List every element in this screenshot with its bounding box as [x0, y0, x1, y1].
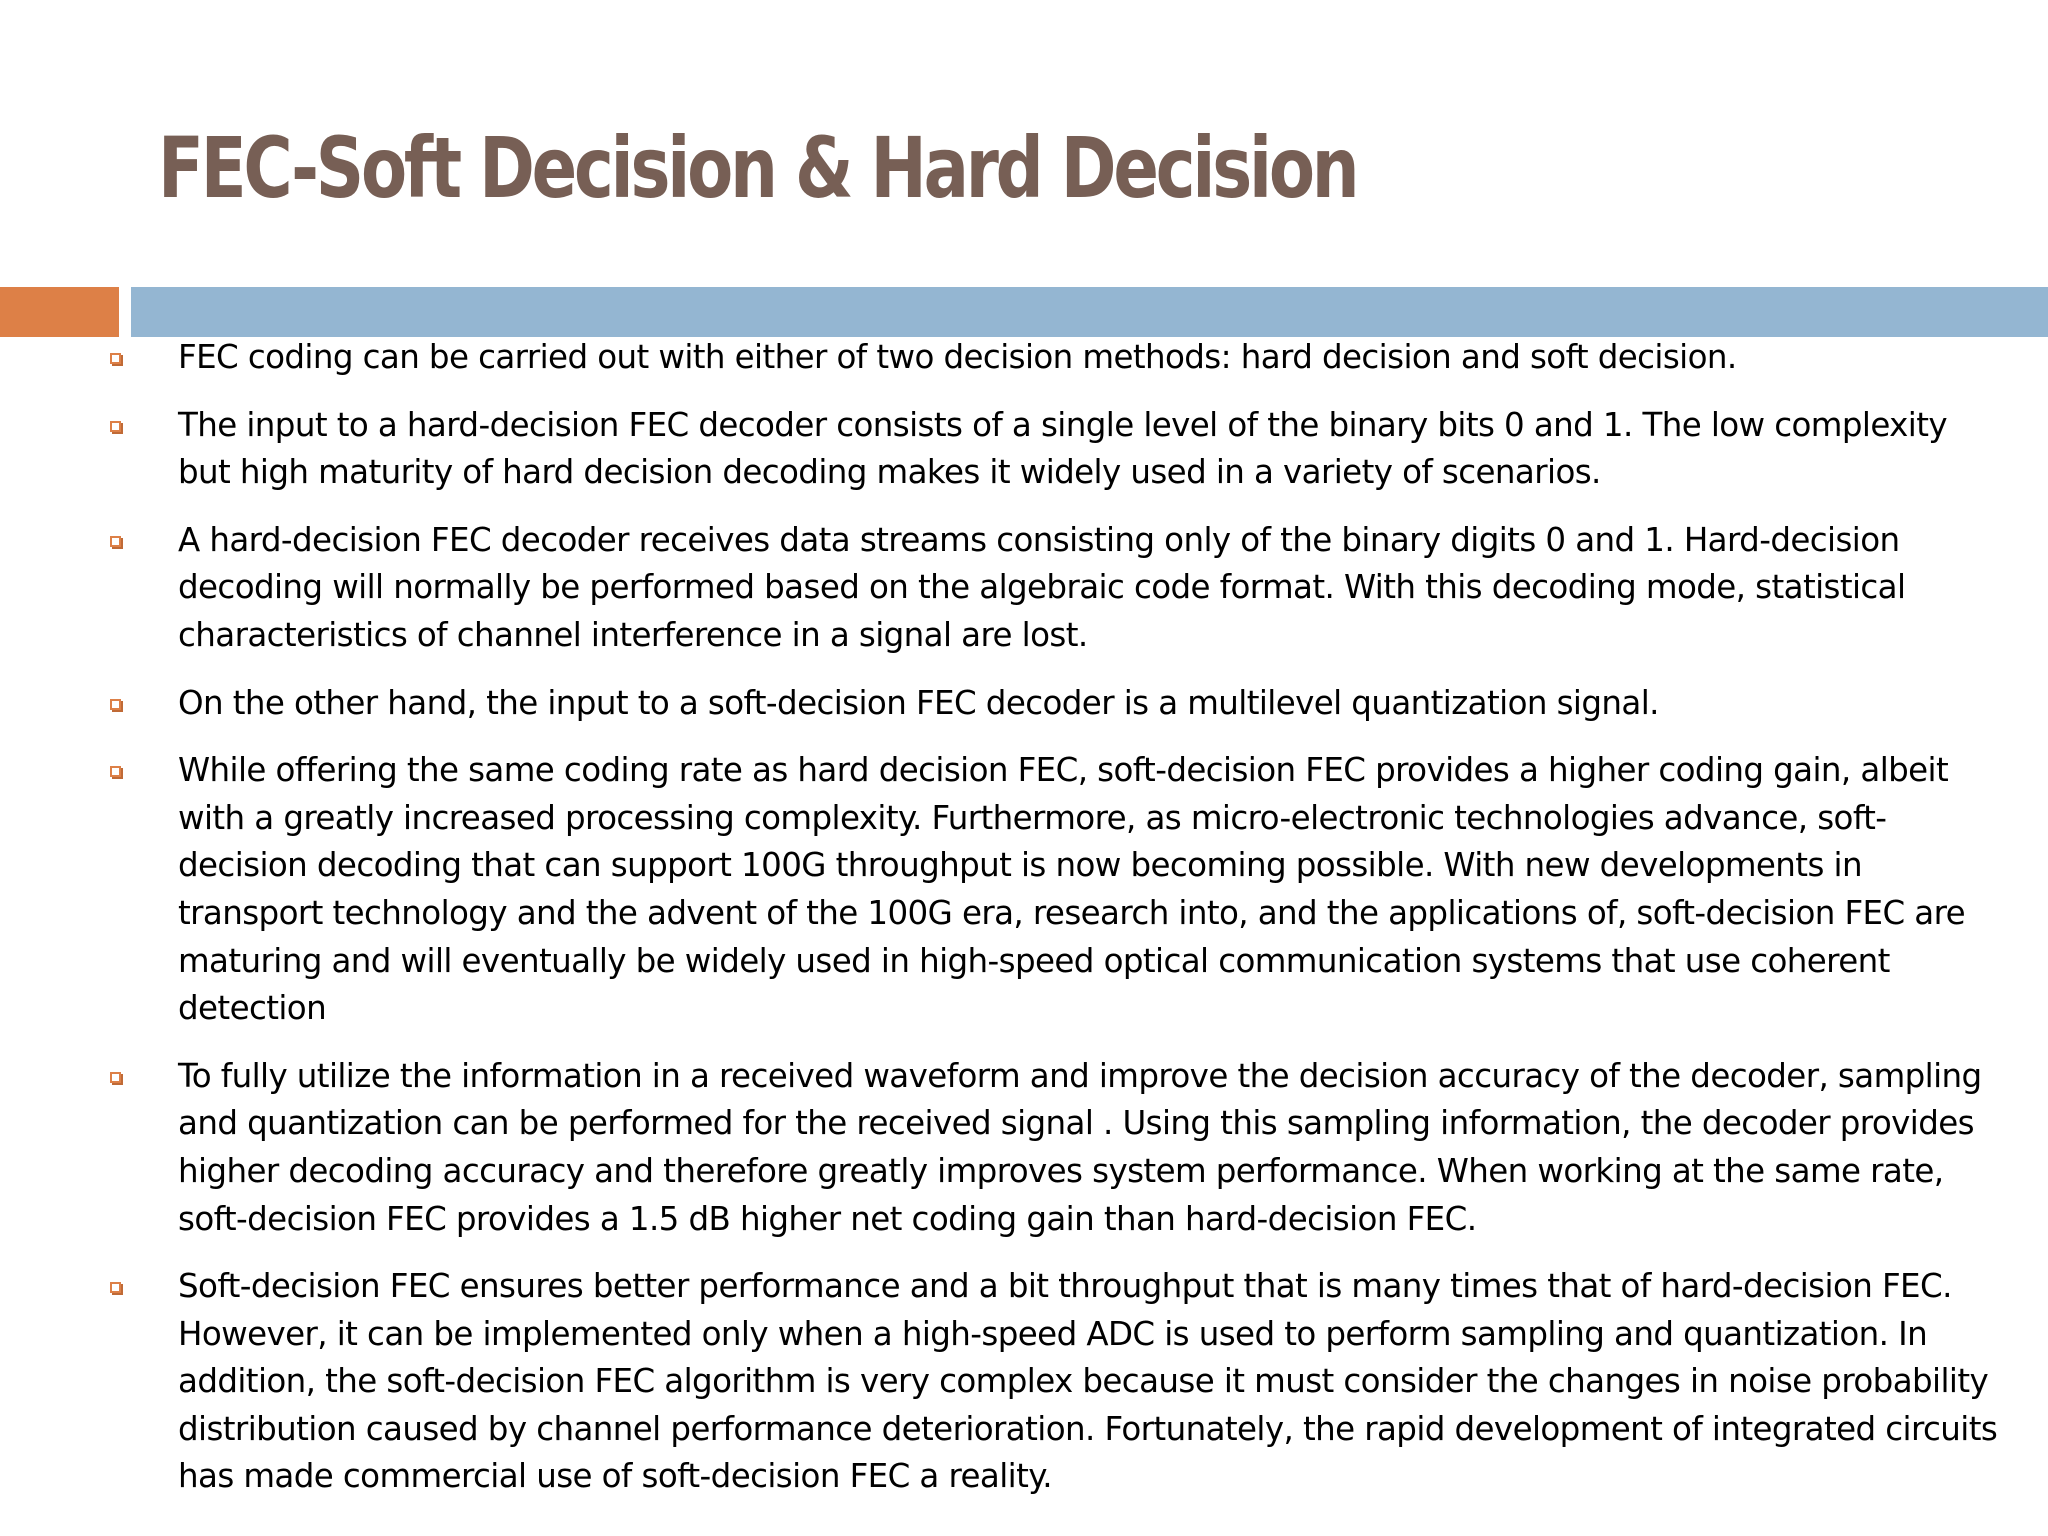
bullet-item [0, 1263, 2048, 1501]
square-bullet-icon [110, 1072, 121, 1083]
square-bullet-icon [110, 766, 121, 777]
bullet-item [0, 517, 2048, 660]
bullet-item [0, 747, 2048, 1033]
bullet-item [0, 1053, 2048, 1243]
bullet-text: While offering the same coding rate as hard decision FEC, soft-decision FEC provides a higher coding gain, albeit with a greatly increased processing complexity. Furthermore, as micro-electronic technologies advance, soft-decision decoding that can support 100G throughput is now becoming possible. With new developments in transport technology and the advent of the 100G era, research into, and the applications of, soft-decision FEC are maturing and will eventually be widely used in high-speed optical communication systems that use coherent detection [178, 751, 1966, 1028]
square-bullet-icon [110, 353, 121, 364]
square-bullet-icon [110, 699, 121, 710]
square-bullet-icon [110, 1282, 121, 1293]
bullet-text: On the other hand, the input to a soft-decision FEC decoder is a multilevel quantization signal. [178, 683, 1659, 722]
square-bullet-icon [110, 536, 121, 547]
square-bullet-icon [110, 421, 121, 432]
bullet-text: The input to a hard-decision FEC decoder consists of a single level of the binary bits 0 and 1. The low complexity but high maturity of hard decision decoding makes it widely used in a variety of scenarios. [178, 405, 1947, 492]
accent-bar-orange [0, 287, 119, 337]
bullet-item [0, 680, 2048, 728]
bullet-text: Soft-decision FEC ensures better performance and a bit throughput that is many times that of hard-decision FEC. However, it can be implemented only when a high-speed ADC is used to perform sampling and quantization. In addition, the soft-decision FEC algorithm is very complex because it must consider the changes in noise probability distribution caused by channel performance deterioration. Fortunately, the rapid development of integrated circuits has made commercial use of soft-decision FEC a reality. [178, 1267, 1998, 1496]
slide-title: FEC-Soft Decision & Hard Decision [158, 119, 1357, 217]
bullet-item [0, 402, 2048, 497]
accent-bar-blue [131, 287, 2048, 337]
bullet-text: To fully utilize the information in a received waveform and improve the decision accuracy of the decoder, sampling and quantization can be performed for the received signal . Using this sampling information, the decoder provides higher decoding accuracy and therefore greatly improves system performance. When working at the same rate, soft-decision FEC provides a 1.5 dB higher net coding gain than hard-decision FEC. [178, 1056, 1982, 1238]
bullet-text: A hard-decision FEC decoder receives data streams consisting only of the binary digits 0 and 1. Hard-decision decoding will normally be performed based on the algebraic code format. With this decoding mode, statistical characteristics of channel interference in a signal are lost. [178, 520, 1906, 654]
bullet-text: FEC coding can be carried out with either of two decision methods: hard decision and soft decision. [178, 338, 1737, 376]
bullet-list [0, 334, 2048, 1521]
bullet-item [0, 334, 2048, 382]
